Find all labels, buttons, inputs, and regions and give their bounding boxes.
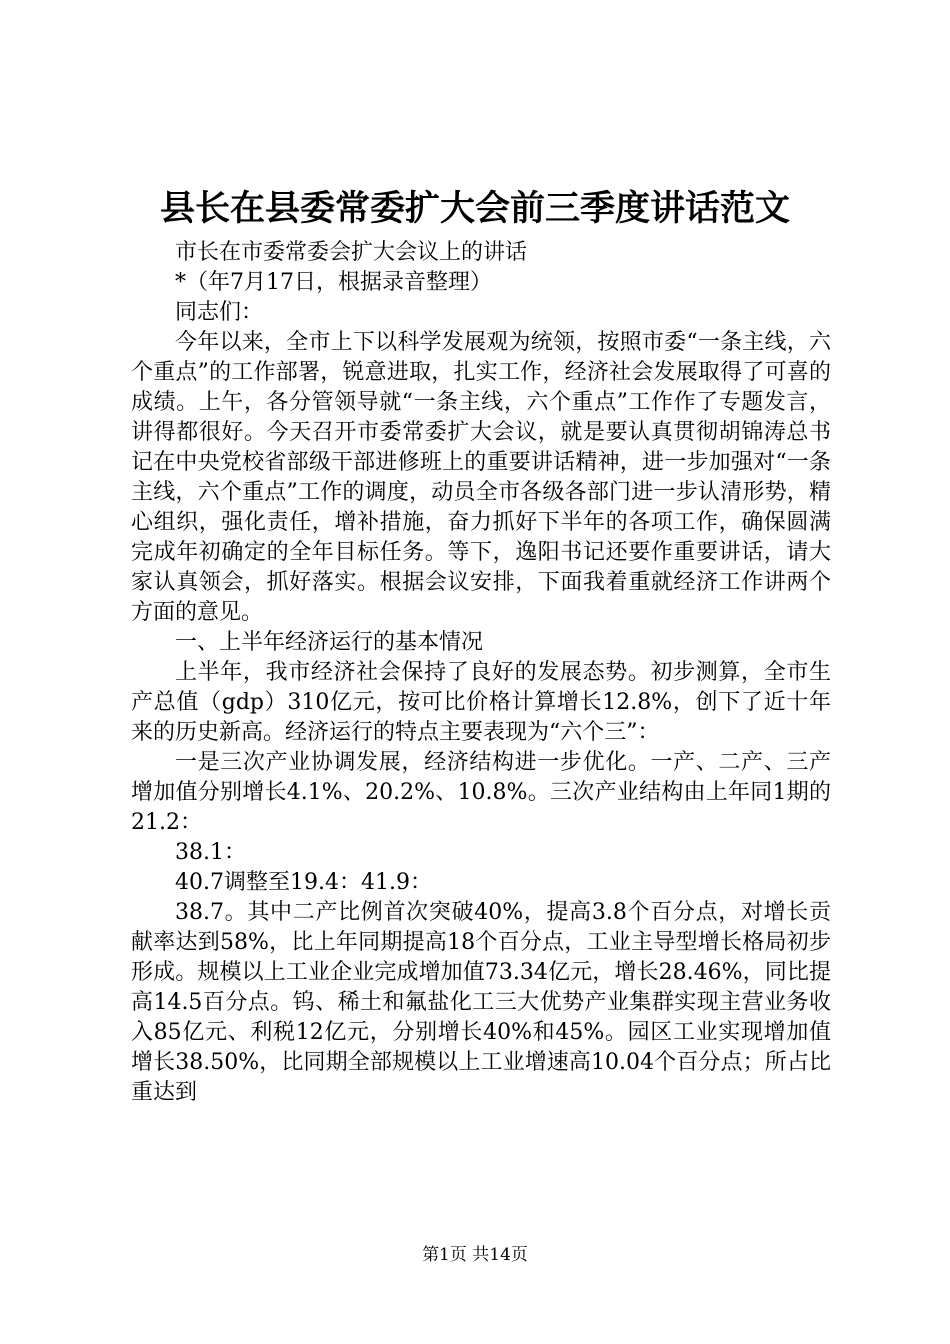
section-heading: 一、上半年经济运行的基本情况 xyxy=(175,630,484,655)
paragraph: 40.7调整至19.4：41.9： xyxy=(175,870,432,895)
paragraph: 一是三次产业协调发展，经济结构进一步优化。一产、二产、三产增加值分别增长4.1%、20.2%、10.8%。三次产业结构由上年同1期的21.2： xyxy=(131,750,831,835)
page-footer: 第1页 共14页 xyxy=(422,1245,528,1265)
paragraph: *（年7月17日，根据录音整理） xyxy=(175,270,492,295)
paragraph: 今年以来，全市上下以科学发展观为统领，按照市委“一条主线，六个重点”的工作部署，锐意进取，扎实工作，经济社会发展取得了可喜的成绩。上午，各分管领导就“一条主线，六个重点”工作作了专题发言，讲得都很好。今天召开市委常委扩大会议，就是要认真贯彻胡锦涛总书记在中央党校省部级干部进修班上的重要讲话精神，进一步加强对“一条主线，六个重点”工作的调度，动员全市各级各部门进一步认清形势，精心组织，强化责任，增补措施，奋力抓好下半年的各项工作，确保圆满完成年初确定的全年目标任务。等下，逸阳书记还要作重要讲话，请大家认真领会，抓好落实。根据会议安排，下面我着重就经济工作讲两个方面的意见。 xyxy=(131,330,831,625)
paragraph: 38.7。其中二产比例首次突破40%，提高3.8个百分点，对增长贡献率达到58%，比上年同期提高18个百分点，工业主导型增长格局初步形成。规模以上工业企业完成增加值73.34亿元，增长28.46%，同比提高14.5百分点。钨、稀土和氟盐化工三大优势产业集群实现主营业务收入85亿元、利税12亿元，分别增长40%和45%。园区工业实现增加值增长38.50%，比同期全部规模以上工业增速高10.04个百分点；所占比重达到 xyxy=(131,900,831,1105)
document-body xyxy=(131,238,831,1108)
paragraph: 同志们： xyxy=(175,300,264,325)
paragraph: 市长在市委常委会扩大会议上的讲话 xyxy=(175,240,528,265)
document-title: 县长在县委常委扩大会前三季度讲话范文 xyxy=(159,188,790,229)
paragraph: 上半年，我市经济社会保持了良好的发展态势。初步测算，全市生产总值（gdp）310亿元，按可比价格计算增长12.8%，创下了近十年来的历史新高。经济运行的特点主要表现为“六个三”： xyxy=(131,660,831,745)
paragraph: 38.1： xyxy=(175,840,246,865)
